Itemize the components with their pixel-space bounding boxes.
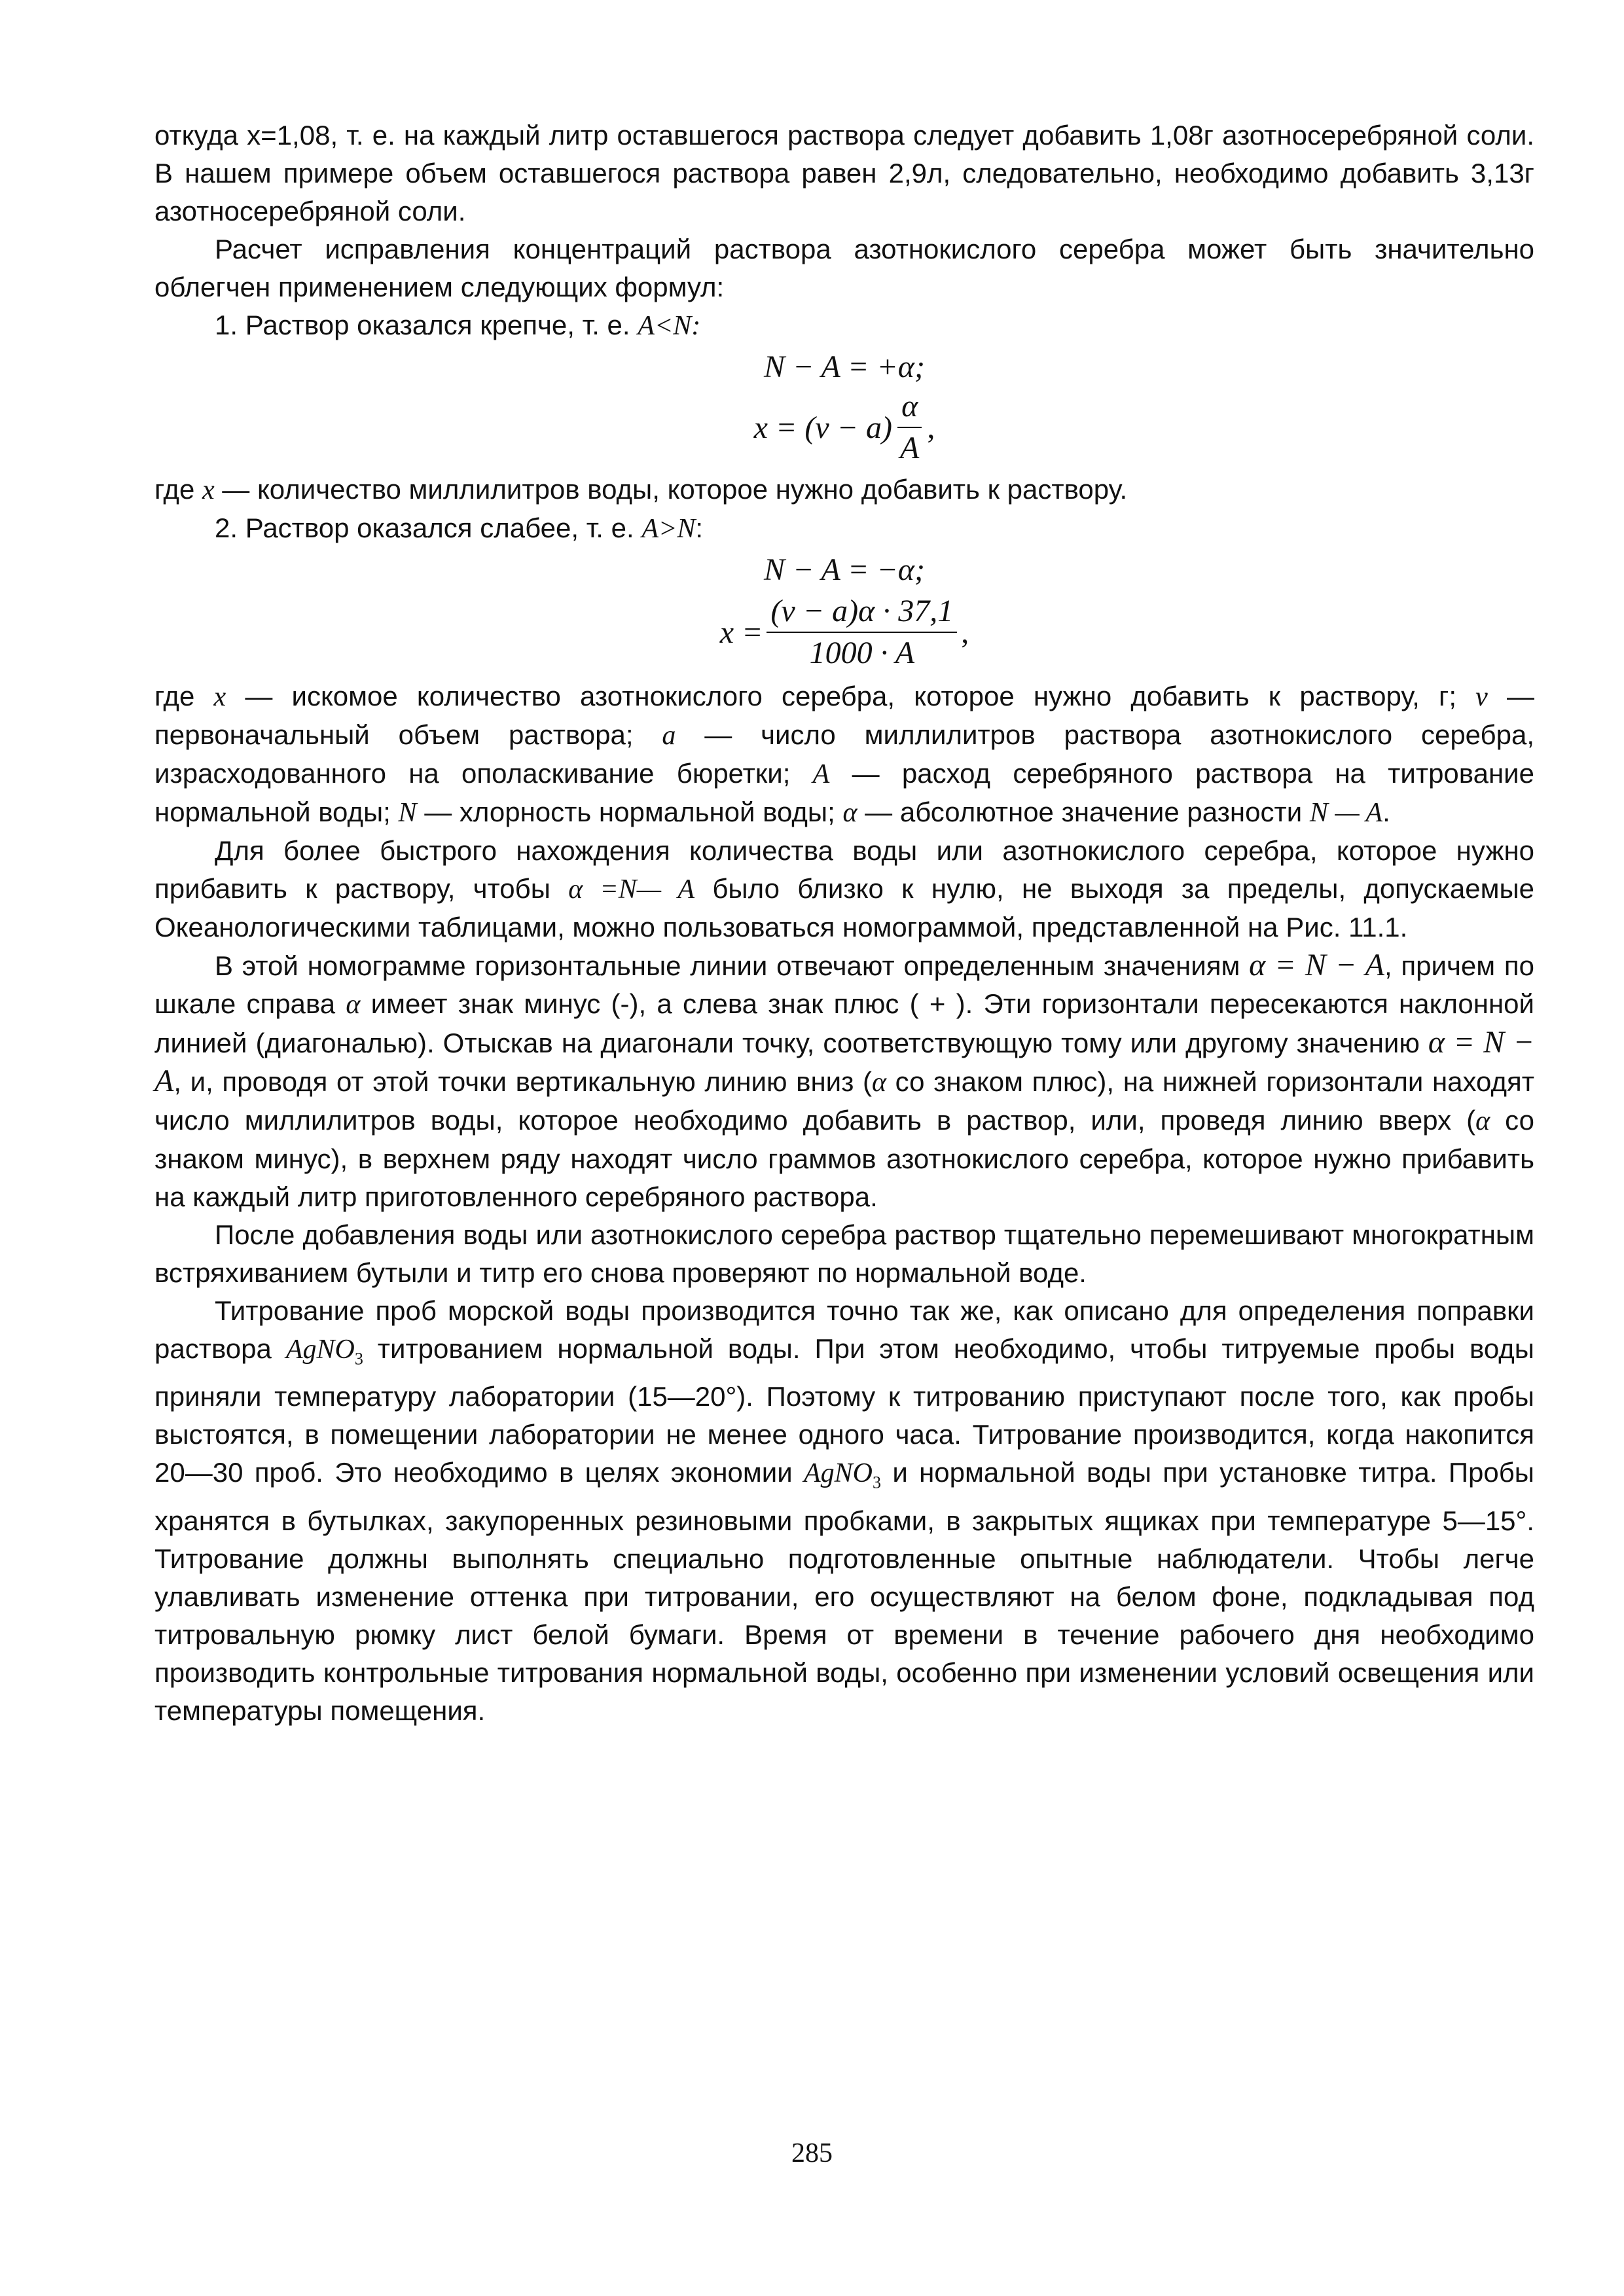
- where-2-text-A: — расход серебряного раствора на титрование нормальной воды;: [154, 758, 1535, 827]
- p4-equation-1: α = N − A: [1249, 948, 1384, 982]
- chem-agno3: AgNO: [285, 1335, 355, 1365]
- p4-equation-2: α = N − A: [154, 1025, 1534, 1098]
- where-2-end: .: [1382, 797, 1390, 827]
- var-x: x: [213, 682, 226, 712]
- condition-a-less-n: A<N:: [638, 311, 701, 341]
- p4-text-c: имеет знак минус (-), а слева знак плюс ( + ). Эти горизонтали пересекаются наклонной линией (диагональю). Отыскав на диагонали точку, соответствующую тому или другому значению: [154, 988, 1535, 1058]
- p4-text-d: , и, проводя от этой точки вертикальную линию вниз (: [173, 1066, 872, 1097]
- formula-2-denominator: A: [900, 431, 920, 465]
- p4-text-a: В этой номограмме горизонтальные линии отвечают определенным значениям: [215, 950, 1250, 981]
- formula-2-numerator: α: [897, 389, 922, 428]
- formula-2-fraction: [896, 389, 923, 466]
- formula-3: [154, 548, 1534, 591]
- var-n-minus-a: N — A: [1309, 798, 1383, 828]
- condition-a-greater-n: A>N: [641, 514, 696, 544]
- list-item-1: [154, 306, 1534, 345]
- var-alpha: α: [842, 798, 857, 828]
- where-2-text-v: — первоначальный объем раствора;: [154, 681, 1535, 750]
- p3-text-a: Для более быстрого нахождения количества воды или азотнокислого серебра, которое нужно прибавить к раствору, чтобы: [154, 835, 1534, 904]
- where-1-text: — количество миллилитров воды, которое нужно добавить к раствору.: [214, 474, 1128, 505]
- list-item-2-colon: :: [695, 512, 704, 543]
- p6-text-c: и нормальной воды при установке титра. Пробы хранятся в бутылках, закупоренных резиновыми пробками, в закрытых ящиках при температуре 5—15°. Титрование должны выполнять специально подготовленные опытные наблюдатели. Чтобы легче улавливать изменение оттенка при титровании, его осуществляют на белом фоне, подкладывая под титровальную рюмку лист белой бумаги. Время от времени в течение рабочего дня необходимо производить контрольные титрования нормальной воды, особенно при изменении условий освещения или температуры помещения.: [154, 1457, 1534, 1726]
- var-a: a: [662, 721, 676, 751]
- p3-equation: α =N— A: [568, 874, 695, 905]
- where-2-prefix: где: [154, 681, 214, 711]
- list-item-2-text: 2. Раствор оказался слабее, т. е.: [215, 512, 642, 543]
- paragraph-continuation: откуда x=1,08, т. е. на каждый литр оставшегося раствора следует добавить 1,08г азотносеребряной соли. В нашем примере объем оставшегося раствора равен 2,9л, следовательно, необходимо добавить 3,13г азотносеребряной соли.: [154, 120, 1534, 226]
- page-number: 285: [791, 2138, 833, 2168]
- formula-4-tail: ,: [961, 615, 969, 650]
- formula-2-tail: ,: [927, 410, 935, 445]
- formula-4-numerator: (v − a)α · 37,1: [767, 594, 957, 633]
- paragraph-mixing: После добавления воды или азотнокислого серебра раствор тщательно перемешивают многократным встряхиванием бутыли и титр его снова проверяют по нормальной воде.: [154, 1219, 1534, 1288]
- paragraph-formulas-intro: Расчет исправления концентраций раствора азотнокислого серебра может быть значительно облегчен применением следующих формул:: [154, 234, 1534, 302]
- formula-4-lhs: x =: [719, 615, 763, 650]
- var-N: N: [398, 798, 417, 828]
- document-page: [154, 117, 1534, 1730]
- var-A: A: [812, 759, 830, 789]
- var-x: x: [202, 475, 215, 505]
- where-2-text-a: — число миллилитров раствора азотнокислого серебра, израсходованного на ополаскивание бюретки;: [154, 719, 1535, 789]
- paragraph-where-2: [154, 677, 1534, 832]
- paragraph-where-1: [154, 471, 1534, 509]
- list-item-1-text: 1. Раствор оказался крепче, т. е.: [215, 310, 638, 340]
- p6-text-a: Титрование проб морской воды производится точно так же, как описано для определения поправки раствора: [154, 1295, 1534, 1364]
- formula-4-fraction: [767, 594, 957, 671]
- list-item-2: [154, 509, 1534, 548]
- p4-text-f: со знаком минус), в верхнем ряду находят число граммов азотнокислого серебра, которое нужно прибавить на каждый литр приготовленного серебряного раствора.: [154, 1105, 1535, 1212]
- p4-alpha-2: α: [871, 1067, 887, 1098]
- where-2-text-alpha: — абсолютное значение разности: [857, 797, 1310, 827]
- where-2-text-x: — искомое количество азотнокислого серебра, которое нужно добавить к раствору, г;: [226, 681, 1476, 711]
- formula-2-lhs: x = (v − a): [753, 410, 893, 445]
- formula-3-text: N − A = −α;: [764, 552, 925, 587]
- p3-text-b: было близко к нулю, не выходя за пределы, допускаемые Океанологическими таблицами, можно пользоваться номограммой, представленной на Рис. 11.1.: [154, 873, 1534, 942]
- paragraph-titration: [154, 1292, 1534, 1730]
- formula-1: [154, 345, 1534, 388]
- p4-alpha-3: α: [1475, 1106, 1490, 1136]
- chem-agno3-subscript: 3: [873, 1473, 882, 1492]
- where-1-prefix: где: [154, 474, 202, 505]
- paragraph-nomogram-usage: [154, 946, 1534, 1216]
- where-2-text-N: — хлорность нормальной воды;: [416, 797, 843, 827]
- p4-alpha-1: α: [346, 990, 361, 1020]
- p4-text-e: со знаком плюс), на нижней горизонтали находят число миллилитров воды, которое необходимо добавить в раствор, или, проведя линию вверх (: [154, 1066, 1534, 1136]
- paragraph-nomogram-intro: [154, 832, 1534, 946]
- p4-text-b: , причем по шкале справа: [154, 950, 1534, 1019]
- chem-agno3-subscript: 3: [354, 1349, 363, 1369]
- p6-text-b: титрованием нормальной воды. При этом необходимо, чтобы титруемые пробы воды приняли температуру лаборатории (15—20°). Поэтому к титрованию приступают после того, как пробы выстоятся, в помещении лаборатории не менее одного часа. Титрование производится, когда накопится 20—30 проб. Это необходимо в целях экономии: [154, 1333, 1534, 1488]
- formula-2: [154, 388, 1534, 467]
- chem-agno3: AgNO: [804, 1458, 873, 1489]
- var-v: v: [1475, 682, 1488, 712]
- formula-4-denominator: 1000 · A: [809, 636, 915, 670]
- formula-1-text: N − A = +α;: [764, 349, 925, 384]
- formula-4: [154, 591, 1534, 673]
